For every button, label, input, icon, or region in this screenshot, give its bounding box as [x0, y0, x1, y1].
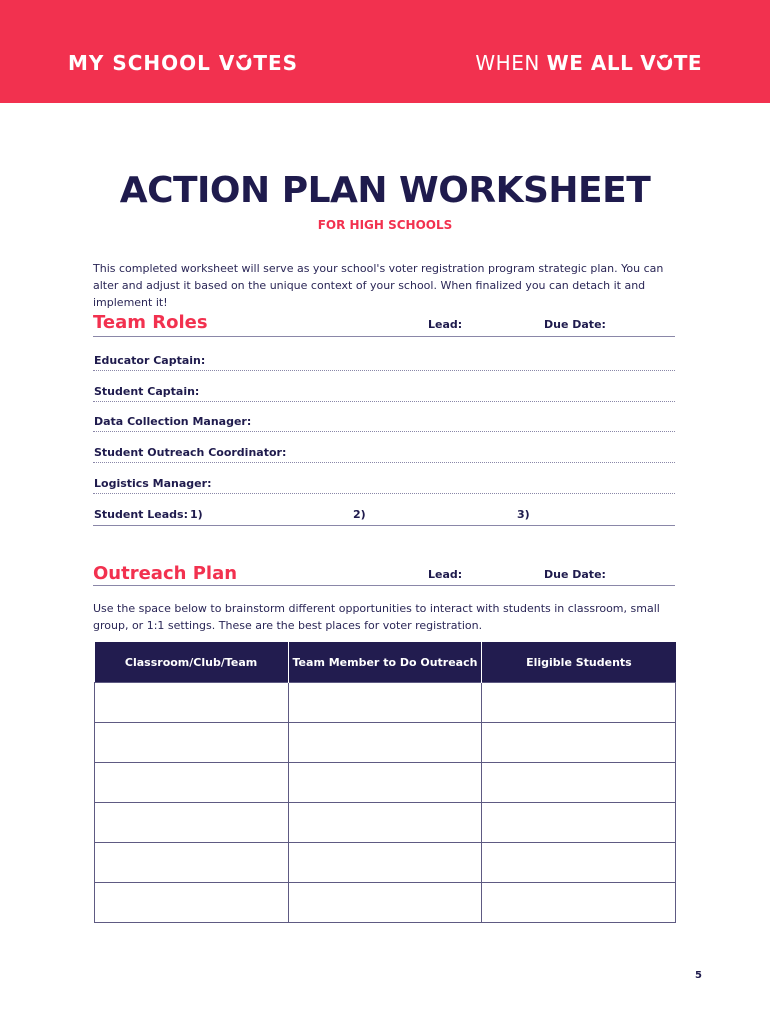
educator-captain-line[interactable] — [93, 370, 675, 371]
student-captain-line[interactable] — [93, 401, 675, 402]
table-cell[interactable] — [482, 883, 676, 923]
student-outreach-coordinator-label: Student Outreach Coordinator: — [94, 446, 287, 459]
check-o-icon: O — [656, 51, 674, 75]
divider — [93, 585, 675, 586]
logistics-manager-label: Logistics Manager: — [94, 477, 212, 490]
table-cell[interactable] — [288, 803, 482, 843]
table-cell[interactable] — [482, 683, 676, 723]
table-cell[interactable] — [288, 683, 482, 723]
my-school-votes-logo: MY SCHOOL VO TES — [68, 48, 298, 78]
outreach-due-date-label: Due Date: — [544, 568, 606, 581]
table-cell[interactable] — [288, 883, 482, 923]
student-outreach-coordinator-line[interactable] — [93, 462, 675, 463]
logistics-manager-line[interactable] — [93, 493, 675, 494]
table-cell[interactable] — [482, 723, 676, 763]
table-cell[interactable] — [95, 763, 289, 803]
table-cell[interactable] — [482, 763, 676, 803]
table-cell[interactable] — [95, 683, 289, 723]
student-lead-3: 3) — [517, 508, 530, 521]
table-row — [95, 723, 676, 763]
column-header: Eligible Students — [482, 642, 676, 683]
table-row — [95, 683, 676, 723]
team-roles-due-date-label: Due Date: — [544, 318, 606, 331]
table-cell[interactable] — [482, 803, 676, 843]
outreach-table — [94, 642, 676, 923]
table-cell[interactable] — [95, 803, 289, 843]
table-cell[interactable] — [288, 843, 482, 883]
table-cell[interactable] — [95, 843, 289, 883]
table-cell[interactable] — [482, 843, 676, 883]
divider — [93, 336, 675, 337]
team-roles-lead-label: Lead: — [428, 318, 463, 331]
student-lead-1: 1) — [190, 508, 203, 521]
table-cell[interactable] — [288, 723, 482, 763]
table-row — [95, 803, 676, 843]
outreach-lead-label: Lead: — [428, 568, 463, 581]
table-row — [95, 883, 676, 923]
intro-text: This completed worksheet will serve as your school's voter registration program strategic plan. You can alter and adjust it based on the unique context of your school. When finalized you can detach it and implement it! — [93, 262, 664, 309]
check-o-icon: O — [235, 51, 254, 75]
data-collection-manager-line[interactable] — [93, 431, 675, 432]
when-we-all-vote-logo: WHEN WE ALL VO TE — [475, 48, 702, 78]
table-row — [95, 763, 676, 803]
table-cell[interactable] — [288, 763, 482, 803]
student-captain-label: Student Captain: — [94, 385, 200, 398]
outreach-plan-title: Outreach Plan — [93, 563, 238, 584]
student-leads-label: Student Leads: — [94, 508, 188, 521]
column-header: Classroom/Club/Team — [95, 642, 289, 683]
page-title: ACTION PLAN WORKSHEET — [119, 170, 651, 211]
outreach-description: Use the space below to brainstorm different opportunities to interact with students in classroom, small group, or 1:1 settings. These are the best places for voter registration. — [93, 602, 660, 632]
table-header-row — [95, 642, 676, 683]
table-cell[interactable] — [95, 883, 289, 923]
educator-captain-label: Educator Captain: — [94, 354, 206, 367]
column-header: Team Member to Do Outreach — [288, 642, 482, 683]
student-lead-2: 2) — [353, 508, 366, 521]
team-roles-title: Team Roles — [93, 312, 208, 333]
data-collection-manager-label: Data Collection Manager: — [94, 415, 252, 428]
table-cell[interactable] — [95, 723, 289, 763]
page-number: 5 — [695, 970, 702, 981]
page-subtitle: FOR HIGH SCHOOLS — [317, 218, 453, 232]
table-row — [95, 843, 676, 883]
header-banner — [0, 0, 770, 103]
student-leads-line[interactable] — [93, 525, 675, 526]
